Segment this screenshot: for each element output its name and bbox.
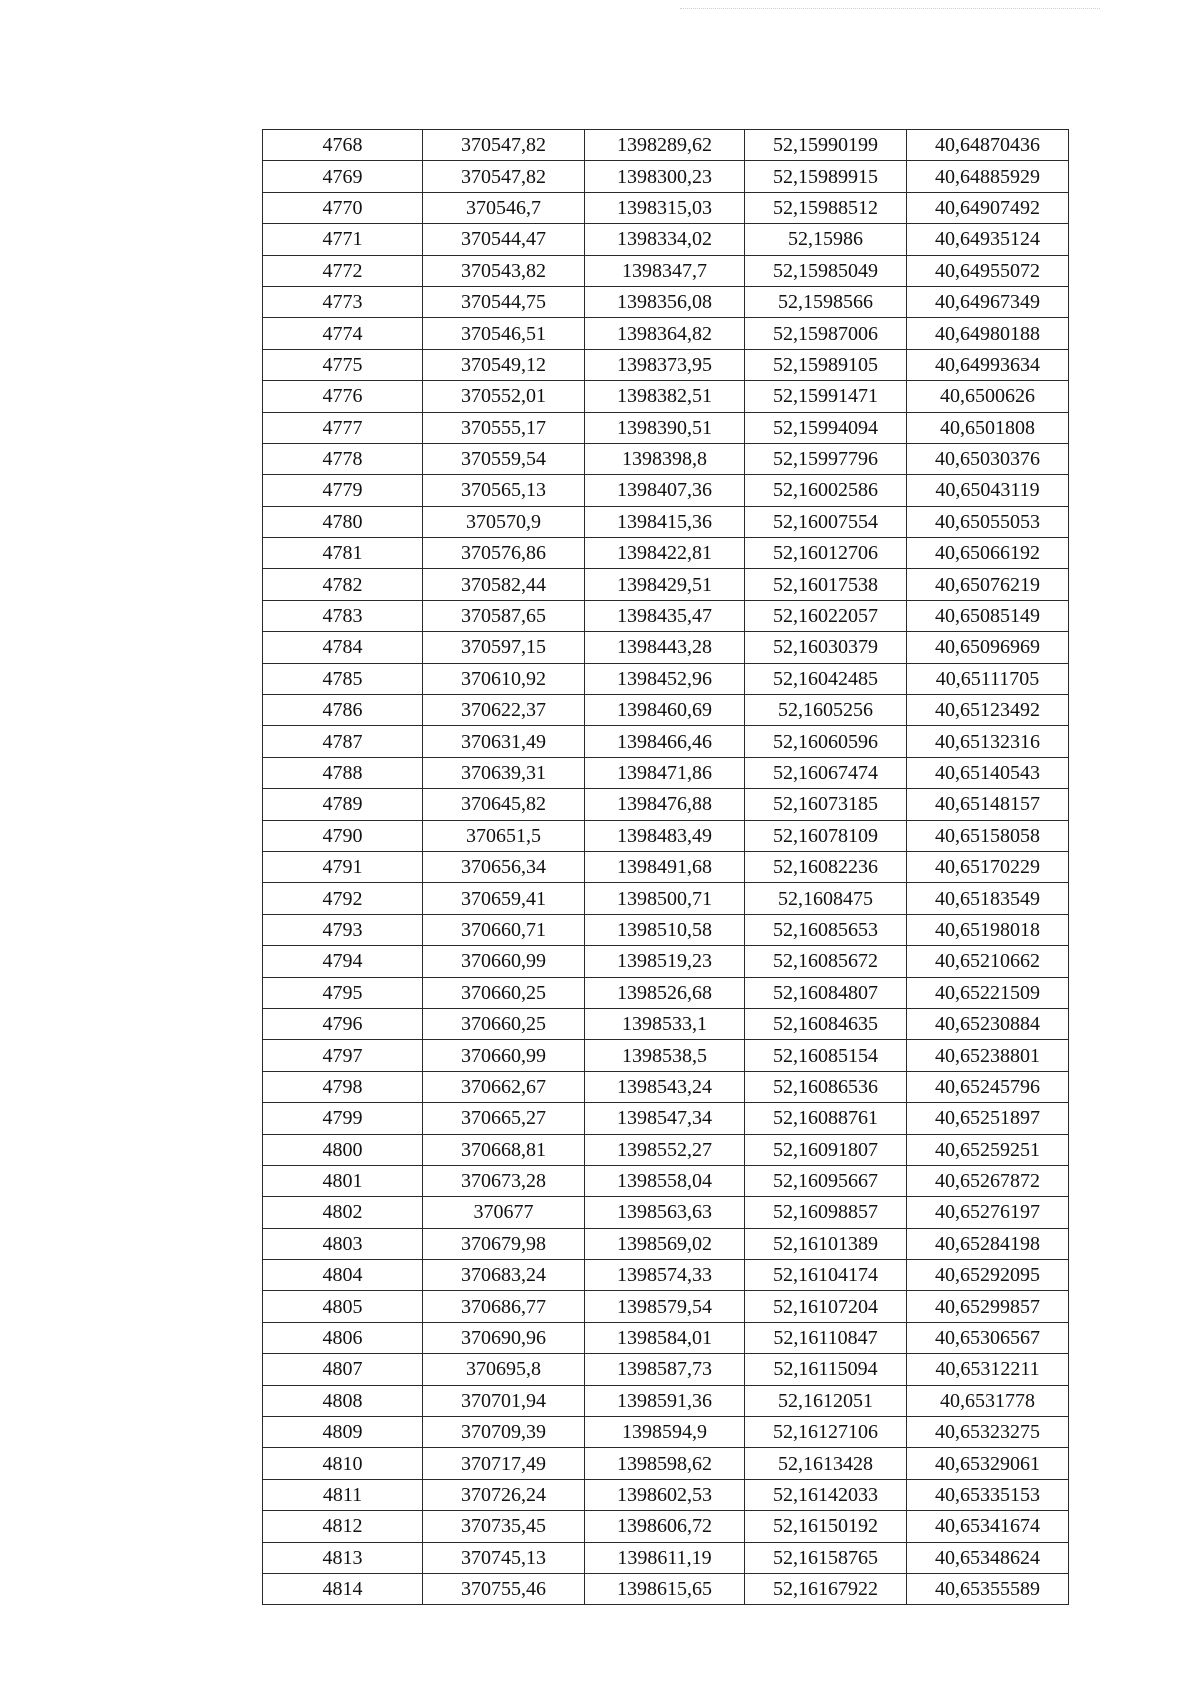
table-row [263,789,1069,820]
coordinates-table-body [263,130,1069,1605]
latitude-cell: 52,15991471 [745,381,907,412]
longitude-cell: 40,65183549 [907,883,1069,914]
y-coordinate-cell: 1398452,96 [585,663,745,694]
table-row [263,851,1069,882]
table-row [263,443,1069,474]
y-coordinate-cell: 1398526,68 [585,977,745,1008]
table-row [263,1511,1069,1542]
latitude-cell: 52,16030379 [745,632,907,663]
x-coordinate-cell: 370582,44 [423,569,585,600]
point-number-cell: 4795 [263,977,423,1008]
y-coordinate-cell: 1398300,23 [585,161,745,192]
table-row [263,600,1069,631]
latitude-cell: 52,16067474 [745,757,907,788]
table-row [263,286,1069,317]
point-number-cell: 4776 [263,381,423,412]
x-coordinate-cell: 370546,51 [423,318,585,349]
x-coordinate-cell: 370544,47 [423,224,585,255]
y-coordinate-cell: 1398587,73 [585,1354,745,1385]
x-coordinate-cell: 370690,96 [423,1322,585,1353]
x-coordinate-cell: 370726,24 [423,1479,585,1510]
y-coordinate-cell: 1398334,02 [585,224,745,255]
point-number-cell: 4796 [263,1008,423,1039]
latitude-cell: 52,16110847 [745,1322,907,1353]
table-row [263,946,1069,977]
table-row [263,914,1069,945]
point-number-cell: 4792 [263,883,423,914]
point-number-cell: 4800 [263,1134,423,1165]
y-coordinate-cell: 1398443,28 [585,632,745,663]
table-row [263,1573,1069,1604]
x-coordinate-cell: 370665,27 [423,1103,585,1134]
point-number-cell: 4798 [263,1071,423,1102]
y-coordinate-cell: 1398510,58 [585,914,745,945]
x-coordinate-cell: 370735,45 [423,1511,585,1542]
point-number-cell: 4805 [263,1291,423,1322]
x-coordinate-cell: 370659,41 [423,883,585,914]
longitude-cell: 40,65140543 [907,757,1069,788]
longitude-cell: 40,64907492 [907,192,1069,223]
y-coordinate-cell: 1398356,08 [585,286,745,317]
latitude-cell: 52,1605256 [745,695,907,726]
latitude-cell: 52,16085672 [745,946,907,977]
table-row [263,883,1069,914]
point-number-cell: 4771 [263,224,423,255]
point-number-cell: 4770 [263,192,423,223]
latitude-cell: 52,15994094 [745,412,907,443]
table-row [263,1260,1069,1291]
latitude-cell: 52,16060596 [745,726,907,757]
x-coordinate-cell: 370660,71 [423,914,585,945]
longitude-cell: 40,65123492 [907,695,1069,726]
y-coordinate-cell: 1398615,65 [585,1573,745,1604]
y-coordinate-cell: 1398398,8 [585,443,745,474]
point-number-cell: 4780 [263,506,423,537]
x-coordinate-cell: 370673,28 [423,1165,585,1196]
point-number-cell: 4813 [263,1542,423,1573]
longitude-cell: 40,64870436 [907,130,1069,161]
table-row [263,1448,1069,1479]
longitude-cell: 40,65158058 [907,820,1069,851]
x-coordinate-cell: 370668,81 [423,1134,585,1165]
point-number-cell: 4774 [263,318,423,349]
point-number-cell: 4812 [263,1511,423,1542]
y-coordinate-cell: 1398500,71 [585,883,745,914]
table-row [263,757,1069,788]
x-coordinate-cell: 370543,82 [423,255,585,286]
latitude-cell: 52,1598566 [745,286,907,317]
x-coordinate-cell: 370639,31 [423,757,585,788]
x-coordinate-cell: 370544,75 [423,286,585,317]
latitude-cell: 52,16017538 [745,569,907,600]
latitude-cell: 52,16088761 [745,1103,907,1134]
table-row [263,1542,1069,1573]
table-row [263,663,1069,694]
y-coordinate-cell: 1398373,95 [585,349,745,380]
latitude-cell: 52,16082236 [745,851,907,882]
latitude-cell: 52,16084807 [745,977,907,1008]
latitude-cell: 52,15985049 [745,255,907,286]
point-number-cell: 4811 [263,1479,423,1510]
x-coordinate-cell: 370546,7 [423,192,585,223]
table-row [263,192,1069,223]
latitude-cell: 52,16107204 [745,1291,907,1322]
x-coordinate-cell: 370587,65 [423,600,585,631]
table-row [263,726,1069,757]
table-row [263,1071,1069,1102]
y-coordinate-cell: 1398471,86 [585,757,745,788]
table-row [263,1197,1069,1228]
point-number-cell: 4793 [263,914,423,945]
longitude-cell: 40,65306567 [907,1322,1069,1353]
latitude-cell: 52,16115094 [745,1354,907,1385]
point-number-cell: 4784 [263,632,423,663]
y-coordinate-cell: 1398574,33 [585,1260,745,1291]
longitude-cell: 40,65238801 [907,1040,1069,1071]
y-coordinate-cell: 1398606,72 [585,1511,745,1542]
y-coordinate-cell: 1398569,02 [585,1228,745,1259]
longitude-cell: 40,65066192 [907,538,1069,569]
longitude-cell: 40,65132316 [907,726,1069,757]
y-coordinate-cell: 1398289,62 [585,130,745,161]
table-row [263,1417,1069,1448]
y-coordinate-cell: 1398579,54 [585,1291,745,1322]
point-number-cell: 4779 [263,475,423,506]
table-row [263,1385,1069,1416]
y-coordinate-cell: 1398552,27 [585,1134,745,1165]
longitude-cell: 40,6531778 [907,1385,1069,1416]
longitude-cell: 40,65335153 [907,1479,1069,1510]
point-number-cell: 4778 [263,443,423,474]
latitude-cell: 52,15997796 [745,443,907,474]
point-number-cell: 4781 [263,538,423,569]
longitude-cell: 40,65245796 [907,1071,1069,1102]
longitude-cell: 40,65221509 [907,977,1069,1008]
point-number-cell: 4808 [263,1385,423,1416]
y-coordinate-cell: 1398591,36 [585,1385,745,1416]
table-row [263,161,1069,192]
longitude-cell: 40,65096969 [907,632,1069,663]
y-coordinate-cell: 1398533,1 [585,1008,745,1039]
point-number-cell: 4785 [263,663,423,694]
latitude-cell: 52,16073185 [745,789,907,820]
x-coordinate-cell: 370660,25 [423,977,585,1008]
point-number-cell: 4803 [263,1228,423,1259]
table-row [263,1479,1069,1510]
y-coordinate-cell: 1398422,81 [585,538,745,569]
table-row [263,1134,1069,1165]
x-coordinate-cell: 370755,46 [423,1573,585,1604]
x-coordinate-cell: 370570,9 [423,506,585,537]
x-coordinate-cell: 370686,77 [423,1291,585,1322]
table-row [263,1228,1069,1259]
latitude-cell: 52,16012706 [745,538,907,569]
latitude-cell: 52,15989105 [745,349,907,380]
x-coordinate-cell: 370701,94 [423,1385,585,1416]
longitude-cell: 40,6500626 [907,381,1069,412]
longitude-cell: 40,65312211 [907,1354,1069,1385]
y-coordinate-cell: 1398598,62 [585,1448,745,1479]
point-number-cell: 4807 [263,1354,423,1385]
longitude-cell: 40,65348624 [907,1542,1069,1573]
point-number-cell: 4809 [263,1417,423,1448]
x-coordinate-cell: 370622,37 [423,695,585,726]
point-number-cell: 4782 [263,569,423,600]
table-row [263,695,1069,726]
y-coordinate-cell: 1398347,7 [585,255,745,286]
y-coordinate-cell: 1398563,63 [585,1197,745,1228]
table-row [263,475,1069,506]
table-row [263,318,1069,349]
point-number-cell: 4768 [263,130,423,161]
point-number-cell: 4777 [263,412,423,443]
longitude-cell: 40,64885929 [907,161,1069,192]
longitude-cell: 40,65323275 [907,1417,1069,1448]
latitude-cell: 52,16042485 [745,663,907,694]
x-coordinate-cell: 370631,49 [423,726,585,757]
table-row [263,1165,1069,1196]
y-coordinate-cell: 1398558,04 [585,1165,745,1196]
table-row [263,412,1069,443]
latitude-cell: 52,16127106 [745,1417,907,1448]
y-coordinate-cell: 1398407,36 [585,475,745,506]
y-coordinate-cell: 1398315,03 [585,192,745,223]
latitude-cell: 52,16150192 [745,1511,907,1542]
x-coordinate-cell: 370683,24 [423,1260,585,1291]
x-coordinate-cell: 370565,13 [423,475,585,506]
table-row [263,1291,1069,1322]
point-number-cell: 4804 [263,1260,423,1291]
latitude-cell: 52,16002586 [745,475,907,506]
x-coordinate-cell: 370552,01 [423,381,585,412]
y-coordinate-cell: 1398602,53 [585,1479,745,1510]
x-coordinate-cell: 370660,25 [423,1008,585,1039]
y-coordinate-cell: 1398466,46 [585,726,745,757]
table-row [263,349,1069,380]
table-row [263,1040,1069,1071]
longitude-cell: 40,65085149 [907,600,1069,631]
longitude-cell: 40,64980188 [907,318,1069,349]
table-row [263,506,1069,537]
y-coordinate-cell: 1398476,88 [585,789,745,820]
x-coordinate-cell: 370549,12 [423,349,585,380]
longitude-cell: 40,65329061 [907,1448,1069,1479]
point-number-cell: 4806 [263,1322,423,1353]
y-coordinate-cell: 1398611,19 [585,1542,745,1573]
longitude-cell: 40,65299857 [907,1291,1069,1322]
latitude-cell: 52,16098857 [745,1197,907,1228]
point-number-cell: 4772 [263,255,423,286]
latitude-cell: 52,16101389 [745,1228,907,1259]
y-coordinate-cell: 1398543,24 [585,1071,745,1102]
longitude-cell: 40,64967349 [907,286,1069,317]
y-coordinate-cell: 1398415,36 [585,506,745,537]
latitude-cell: 52,16085653 [745,914,907,945]
longitude-cell: 40,65251897 [907,1103,1069,1134]
y-coordinate-cell: 1398547,34 [585,1103,745,1134]
point-number-cell: 4794 [263,946,423,977]
latitude-cell: 52,16091807 [745,1134,907,1165]
x-coordinate-cell: 370660,99 [423,946,585,977]
longitude-cell: 40,65292095 [907,1260,1069,1291]
table-row [263,1322,1069,1353]
latitude-cell: 52,15989915 [745,161,907,192]
longitude-cell: 40,64993634 [907,349,1069,380]
table-row [263,1008,1069,1039]
longitude-cell: 40,65055053 [907,506,1069,537]
y-coordinate-cell: 1398538,5 [585,1040,745,1071]
point-number-cell: 4801 [263,1165,423,1196]
y-coordinate-cell: 1398483,49 [585,820,745,851]
latitude-cell: 52,16022057 [745,600,907,631]
table-row [263,820,1069,851]
longitude-cell: 40,6501808 [907,412,1069,443]
longitude-cell: 40,64955072 [907,255,1069,286]
longitude-cell: 40,64935124 [907,224,1069,255]
table-row [263,1103,1069,1134]
point-number-cell: 4788 [263,757,423,788]
latitude-cell: 52,16007554 [745,506,907,537]
latitude-cell: 52,15990199 [745,130,907,161]
latitude-cell: 52,16084635 [745,1008,907,1039]
point-number-cell: 4775 [263,349,423,380]
table-row [263,569,1069,600]
longitude-cell: 40,65030376 [907,443,1069,474]
coordinates-table [262,129,1069,1605]
point-number-cell: 4773 [263,286,423,317]
scan-artifact-marks [680,8,1100,13]
latitude-cell: 52,15987006 [745,318,907,349]
x-coordinate-cell: 370662,67 [423,1071,585,1102]
latitude-cell: 52,16158765 [745,1542,907,1573]
latitude-cell: 52,16167922 [745,1573,907,1604]
point-number-cell: 4787 [263,726,423,757]
point-number-cell: 4789 [263,789,423,820]
y-coordinate-cell: 1398390,51 [585,412,745,443]
x-coordinate-cell: 370610,92 [423,663,585,694]
longitude-cell: 40,65267872 [907,1165,1069,1196]
longitude-cell: 40,65341674 [907,1511,1069,1542]
x-coordinate-cell: 370597,15 [423,632,585,663]
x-coordinate-cell: 370651,5 [423,820,585,851]
table-row [263,977,1069,1008]
y-coordinate-cell: 1398382,51 [585,381,745,412]
x-coordinate-cell: 370677 [423,1197,585,1228]
y-coordinate-cell: 1398584,01 [585,1322,745,1353]
longitude-cell: 40,65284198 [907,1228,1069,1259]
x-coordinate-cell: 370645,82 [423,789,585,820]
table-row [263,381,1069,412]
x-coordinate-cell: 370547,82 [423,130,585,161]
y-coordinate-cell: 1398364,82 [585,318,745,349]
longitude-cell: 40,65198018 [907,914,1069,945]
longitude-cell: 40,65230884 [907,1008,1069,1039]
table-row [263,632,1069,663]
x-coordinate-cell: 370717,49 [423,1448,585,1479]
latitude-cell: 52,16078109 [745,820,907,851]
latitude-cell: 52,1613428 [745,1448,907,1479]
table-row [263,224,1069,255]
x-coordinate-cell: 370559,54 [423,443,585,474]
latitude-cell: 52,16095667 [745,1165,907,1196]
table-row [263,130,1069,161]
longitude-cell: 40,65276197 [907,1197,1069,1228]
latitude-cell: 52,16085154 [745,1040,907,1071]
x-coordinate-cell: 370547,82 [423,161,585,192]
point-number-cell: 4769 [263,161,423,192]
point-number-cell: 4786 [263,695,423,726]
table-row [263,1354,1069,1385]
latitude-cell: 52,1612051 [745,1385,907,1416]
y-coordinate-cell: 1398435,47 [585,600,745,631]
x-coordinate-cell: 370555,17 [423,412,585,443]
point-number-cell: 4791 [263,851,423,882]
latitude-cell: 52,16086536 [745,1071,907,1102]
latitude-cell: 52,1608475 [745,883,907,914]
x-coordinate-cell: 370576,86 [423,538,585,569]
point-number-cell: 4790 [263,820,423,851]
x-coordinate-cell: 370679,98 [423,1228,585,1259]
x-coordinate-cell: 370745,13 [423,1542,585,1573]
x-coordinate-cell: 370656,34 [423,851,585,882]
point-number-cell: 4814 [263,1573,423,1604]
y-coordinate-cell: 1398594,9 [585,1417,745,1448]
point-number-cell: 4799 [263,1103,423,1134]
latitude-cell: 52,16142033 [745,1479,907,1510]
latitude-cell: 52,15988512 [745,192,907,223]
table-row [263,255,1069,286]
longitude-cell: 40,65355589 [907,1573,1069,1604]
longitude-cell: 40,65043119 [907,475,1069,506]
x-coordinate-cell: 370695,8 [423,1354,585,1385]
point-number-cell: 4783 [263,600,423,631]
point-number-cell: 4802 [263,1197,423,1228]
y-coordinate-cell: 1398429,51 [585,569,745,600]
longitude-cell: 40,65259251 [907,1134,1069,1165]
x-coordinate-cell: 370660,99 [423,1040,585,1071]
longitude-cell: 40,65170229 [907,851,1069,882]
point-number-cell: 4797 [263,1040,423,1071]
longitude-cell: 40,65210662 [907,946,1069,977]
longitude-cell: 40,65148157 [907,789,1069,820]
longitude-cell: 40,65111705 [907,663,1069,694]
table-row [263,538,1069,569]
longitude-cell: 40,65076219 [907,569,1069,600]
y-coordinate-cell: 1398491,68 [585,851,745,882]
latitude-cell: 52,16104174 [745,1260,907,1291]
y-coordinate-cell: 1398460,69 [585,695,745,726]
x-coordinate-cell: 370709,39 [423,1417,585,1448]
point-number-cell: 4810 [263,1448,423,1479]
latitude-cell: 52,15986 [745,224,907,255]
y-coordinate-cell: 1398519,23 [585,946,745,977]
